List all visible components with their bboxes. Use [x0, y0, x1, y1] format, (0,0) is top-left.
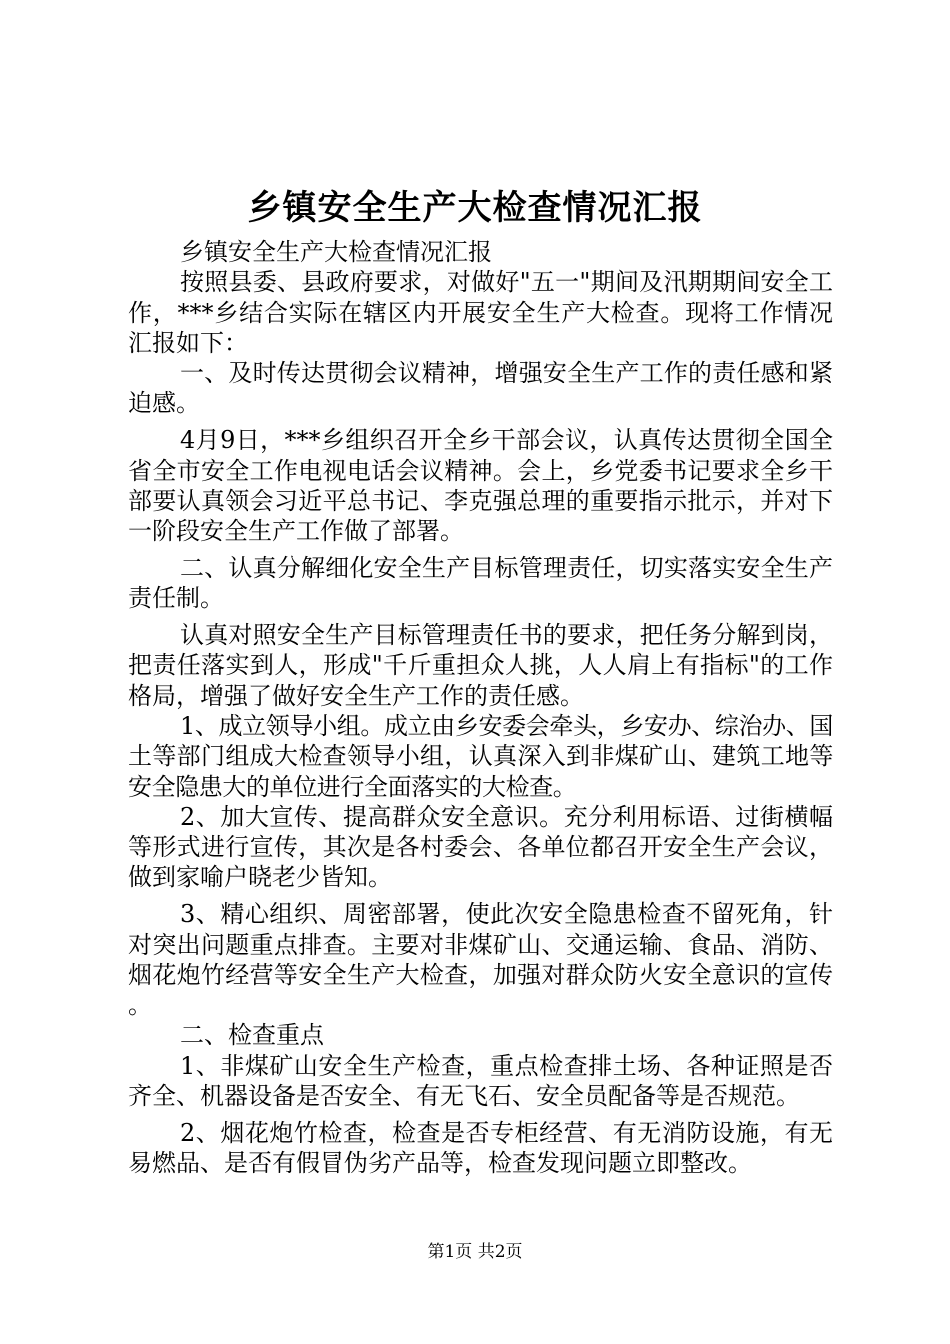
paragraph: 认真对照安全生产目标管理责任书的要求，把任务分解到岗，把责任落实到人，形成"千斤重担众人挑，人人肩上有指标"的工作格局，增强了做好安全生产工作的责任感。 — [128, 621, 833, 710]
paragraph: 一、及时传达贯彻会议精神，增强安全生产工作的责任感和紧迫感。 — [128, 359, 833, 418]
paragraph: 1、非煤矿山安全生产检查，重点检查排土场、各种证照是否齐全、机器设备是否安全、有无飞石、安全员配备等是否规范。 — [128, 1051, 833, 1111]
paragraph: 乡镇安全生产大检查情况汇报 — [180, 238, 492, 266]
paragraph: 2、烟花炮竹检查，检查是否专柜经营、有无消防设施，有无易燃品、是否有假冒伪劣产品等，检查发现问题立即整改。 — [128, 1118, 833, 1178]
page-footer: 第1页 共2页 — [427, 1242, 523, 1262]
document-body — [128, 237, 833, 1178]
document-title: 乡镇安全生产大检查情况汇报 — [247, 188, 703, 228]
paragraph: 二、认真分解细化安全生产目标管理责任，切实落实安全生产责任制。 — [128, 553, 833, 613]
paragraph: 4月9日，***乡组织召开全乡干部会议，认真传达贯彻全国全省全市安全工作电视电话会议精神。会上，乡党委书记要求全乡干部要认真领会习近平总书记、李克强总理的重要指示批示，并对下一阶段安全生产工作做了部署。 — [128, 426, 833, 546]
paragraph: 3、精心组织、周密部署，使此次安全隐患检查不留死角，针对突出问题重点排查。主要对非煤矿山、交通运输、食品、消防、烟花炮竹经营等安全生产大检查，加强对群众防火安全意识的宣传。 — [128, 900, 833, 1020]
paragraph: 按照县委、县政府要求，对做好"五一"期间及汛期期间安全工作，***乡结合实际在辖区内开展安全生产大检查。现将工作情况汇报如下： — [128, 268, 833, 357]
paragraph: 1、成立领导小组。成立由乡安委会牵头，乡安办、综治办、国土等部门组成大检查领导小组，认真深入到非煤矿山、建筑工地等安全隐患大的单位进行全面落实的大检查。 — [128, 711, 833, 801]
paragraph: 2、加大宣传、提高群众安全意识。充分利用标语、过街横幅等形式进行宣传，其次是各村委会、各单位都召开安全生产会议，做到家喻户晓老少皆知。 — [128, 802, 833, 892]
section-heading: 二、检查重点 — [180, 1021, 324, 1050]
